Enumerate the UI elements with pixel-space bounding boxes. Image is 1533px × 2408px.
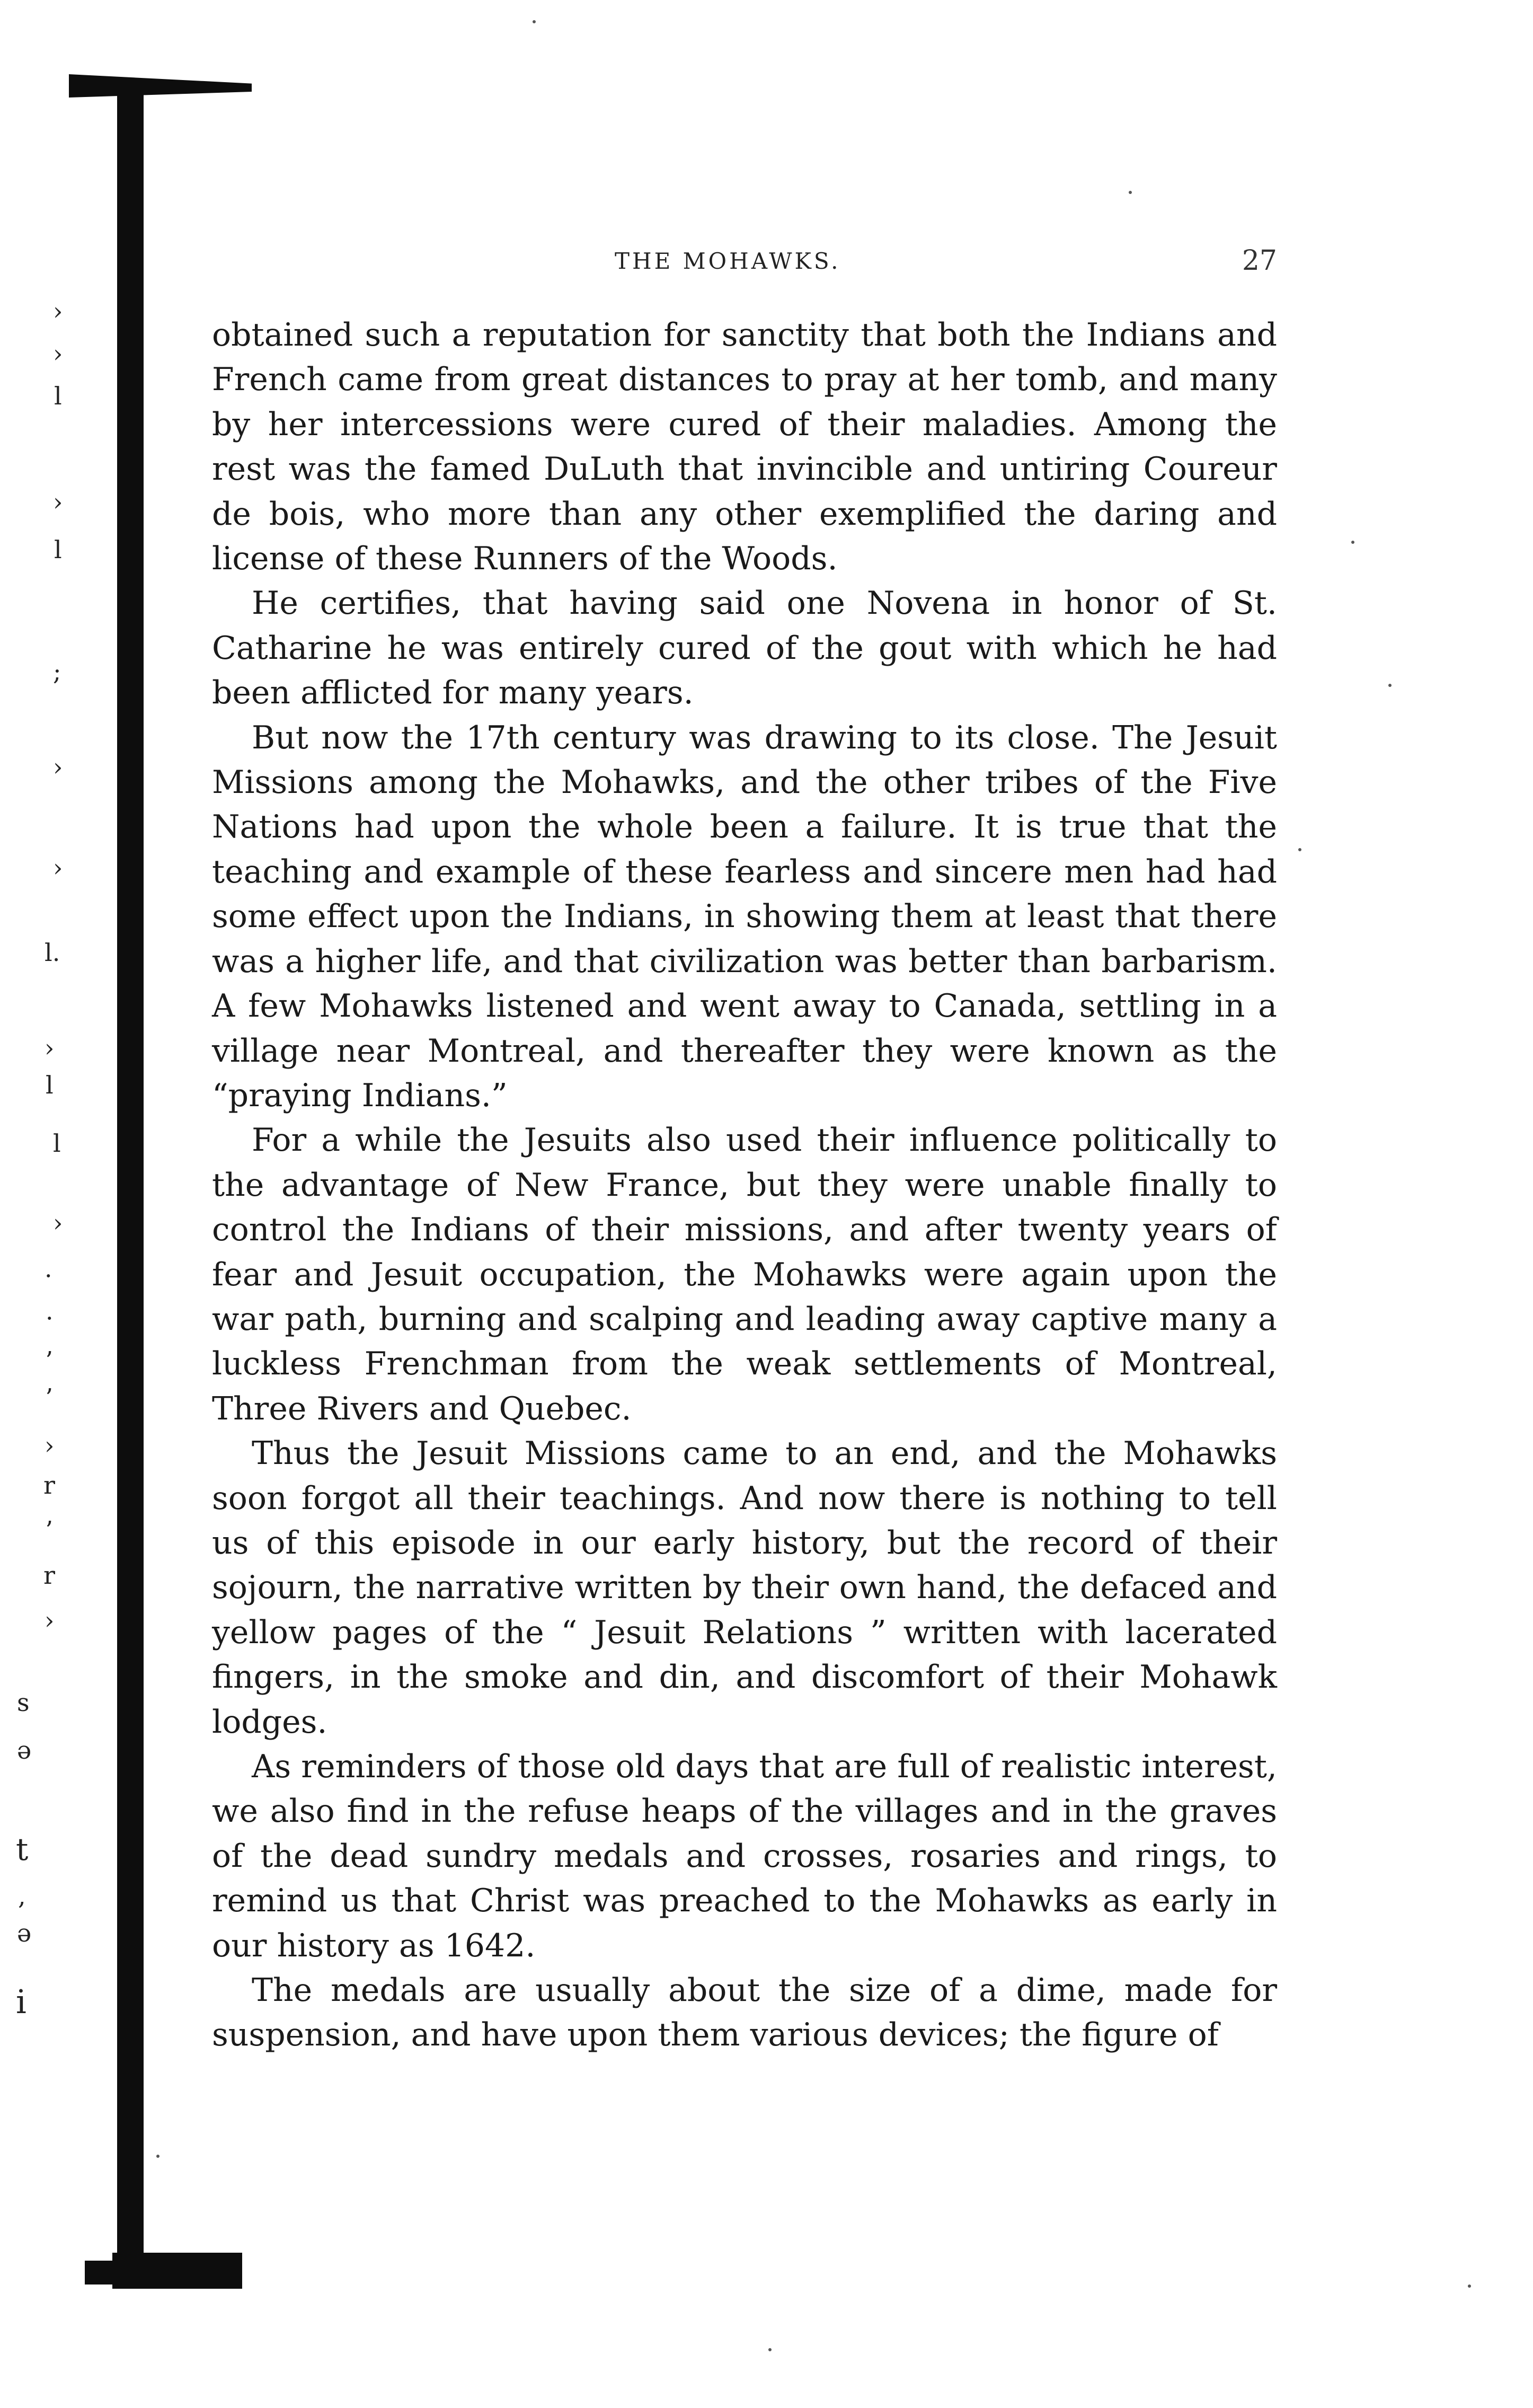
margin-mark: ə bbox=[17, 1919, 32, 1947]
margin-mark: › bbox=[53, 753, 63, 781]
scan-speck bbox=[156, 2155, 159, 2158]
paragraph: The medals are usually about the size of a dime, made for suspension, and have upon them various devices; the figure of bbox=[212, 1972, 1277, 2054]
margin-mark: l bbox=[53, 1129, 61, 1158]
margin-bleed-marks bbox=[11, 297, 63, 2099]
margin-mark: › bbox=[45, 1606, 55, 1635]
margin-mark: l. bbox=[45, 938, 60, 967]
margin-mark: › bbox=[53, 297, 63, 325]
margin-mark: r bbox=[43, 1561, 55, 1590]
margin-mark: ə bbox=[17, 1736, 32, 1765]
margin-mark: ʼ bbox=[45, 1516, 52, 1545]
margin-mark: s bbox=[17, 1688, 30, 1717]
margin-mark: l bbox=[54, 535, 62, 564]
body-text bbox=[212, 313, 1277, 2058]
margin-mark: l bbox=[46, 1071, 54, 1099]
margin-mark: › bbox=[53, 1209, 63, 1237]
margin-mark: ʼ bbox=[45, 1383, 52, 1412]
scan-speck bbox=[1129, 191, 1132, 194]
gutter-binding-foot bbox=[85, 2261, 122, 2284]
scan-speck bbox=[1388, 684, 1392, 687]
margin-mark: , bbox=[18, 1882, 26, 1910]
page-number: 27 bbox=[1242, 245, 1277, 277]
margin-mark: › bbox=[45, 1431, 55, 1460]
margin-mark: › bbox=[53, 339, 63, 368]
margin-mark: l bbox=[54, 382, 62, 410]
margin-mark: · bbox=[46, 1304, 54, 1333]
scan-speck bbox=[1468, 2284, 1471, 2288]
margin-mark: › bbox=[53, 488, 63, 516]
scan-speck bbox=[1298, 848, 1301, 851]
running-head bbox=[212, 245, 1277, 285]
margin-mark: ʼ bbox=[45, 1346, 52, 1375]
gutter-binding-bar bbox=[117, 80, 144, 2279]
margin-mark: i bbox=[16, 1982, 26, 2021]
scan-speck bbox=[533, 20, 536, 23]
margin-mark: › bbox=[53, 853, 63, 882]
paragraph: But now the 17th century was drawing to its close. The Jesuit Missions among the Mohawks, and the other tribes of the Five Nations had upon the whole been a failure. It is true that the teaching and example of these fearless and sincere men had had some effect upon the Indians, in showing them at least that there was a higher life, and that civilization was better than barbarism. A few Mohawks listened and went away to Canada, settling in a village near Montreal, and thereafter they were known as the “praying Indians.” bbox=[212, 719, 1277, 1114]
margin-mark: › bbox=[45, 1034, 55, 1062]
scan-speck bbox=[768, 2348, 772, 2351]
gutter-binding-bottom-cap bbox=[112, 2253, 242, 2289]
paragraph: For a while the Jesuits also used their influence politically to the advantage of New France, but they were unable finally to control the Indians of their missions, and after twenty years of fear and Jesuit occupation, the Mohawks were again upon the war path, burning and scalping and leading away captive many a luckless Frenchman from the weak settlements of Montreal, Three Rivers and Quebec. bbox=[212, 1122, 1277, 1427]
paragraph: As reminders of those old days that are full of realistic interest, we also find in the refuse heaps of the villages and in the graves of the dead sundry medals and crosses, rosaries and rings, to remind us that Christ was preached to the Mohawks as early in our history as 1642. bbox=[212, 1748, 1277, 1964]
margin-mark: r bbox=[43, 1471, 55, 1500]
paragraph: Thus the Jesuit Missions came to an end, and the Mohawks soon forgot all their teachings. And now there is nothing to tell us of this episode in our early history, but the record of their sojourn, the narrative written by their own hand, the defaced and yellow pages of the “ Jesuit Relations ” written with lacerated fingers, in the smoke and din, and discomfort of their Mohawk lodges. bbox=[212, 1435, 1277, 1741]
gutter-binding-top-cap bbox=[69, 74, 252, 98]
paragraph: obtained such a reputation for sanctity that both the Indians and French came from great distances to pray at her tomb, and many by her intercessions were cured of their maladies. Among the rest was the famed DuLuth that invincible and untiring Coureur de bois, who more than any other exemplified the daring and license of these Runners of the Woods. bbox=[212, 316, 1277, 578]
running-title: THE MOHAWKS. bbox=[615, 248, 841, 274]
margin-mark: · bbox=[45, 1262, 52, 1290]
paragraph: He certifies, that having said one Novena in honor of St. Catharine he was entirely cured of the gout with which he had been afflicted for many years. bbox=[212, 585, 1277, 712]
margin-mark: ; bbox=[53, 657, 61, 686]
margin-mark: t bbox=[16, 1831, 29, 1867]
scan-speck bbox=[1351, 541, 1354, 544]
